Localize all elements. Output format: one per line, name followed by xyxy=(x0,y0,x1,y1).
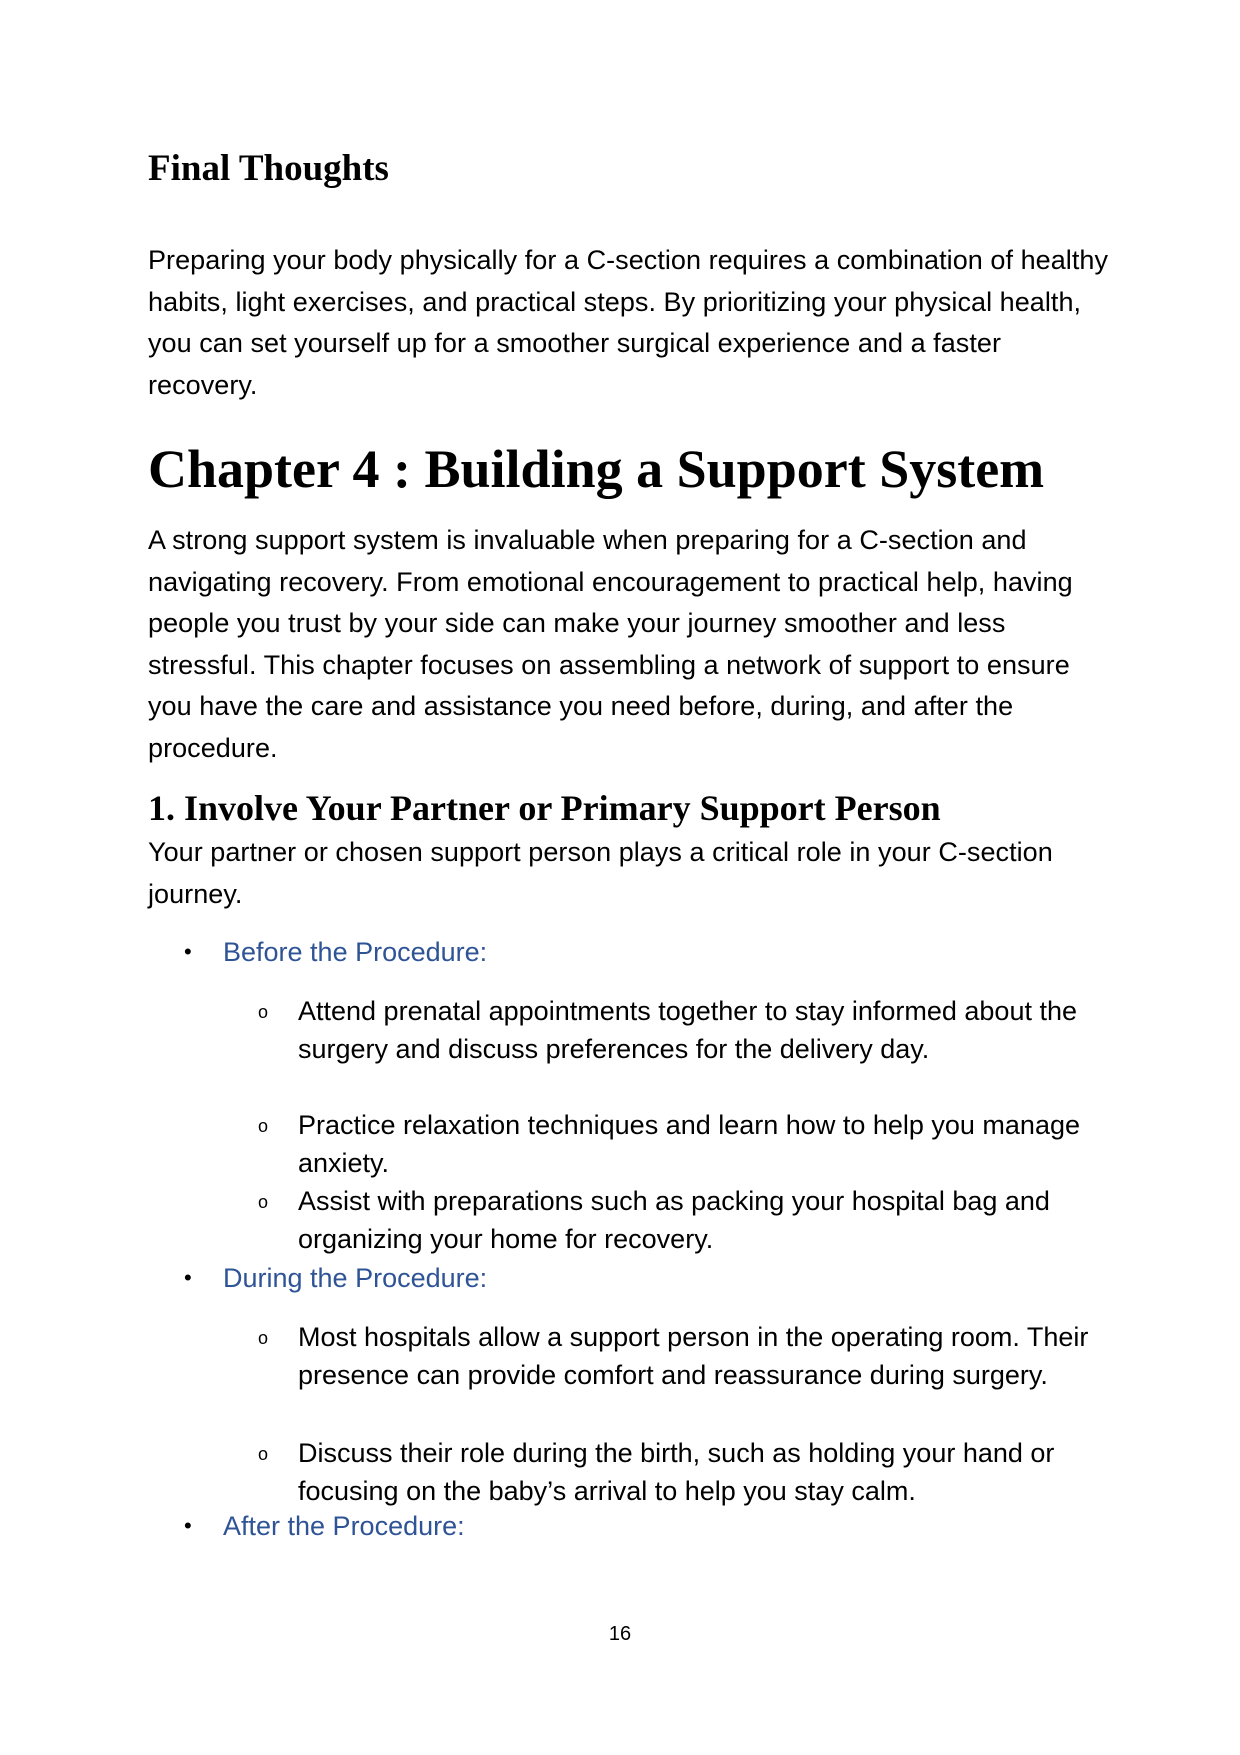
sub-list-text: Discuss their role during the birth, such as holding your hand or focusing on the baby’s arrival to help you stay calm. xyxy=(298,1438,1055,1506)
chapter-title: Chapter 4 : Building a Support System xyxy=(148,439,1045,499)
sub-list-text: Attend prenatal appointments together to stay informed about the surgery and discuss preferences for the delivery day. xyxy=(298,996,1078,1064)
final-thoughts-paragraph: Preparing your body physically for a C-section requires a combination of healthy habits, light exercises, and practical steps. By prioritizing your physical health, you can set yourself up for a smoother surgical experience and a faster recovery. xyxy=(148,245,1108,400)
page-number: 16 xyxy=(608,1623,632,1645)
sub-list-text: Most hospitals allow a support person in the operating room. Their presence can provide comfort and reassurance during surgery. xyxy=(298,1322,1089,1390)
hollow-circle-icon: o xyxy=(258,1328,269,1348)
sub-list-text: Practice relaxation techniques and learn how to help you manage anxiety. xyxy=(298,1110,1080,1178)
hollow-circle-icon: o xyxy=(258,1192,269,1212)
bullet-label: During the Procedure: xyxy=(223,1263,488,1293)
bullet-label: Before the Procedure: xyxy=(223,937,488,967)
bullet-label: After the Procedure: xyxy=(223,1511,465,1541)
bullet-dot-icon: • xyxy=(184,939,192,964)
hollow-circle-icon: o xyxy=(258,1116,269,1136)
hollow-circle-icon: o xyxy=(258,1002,269,1022)
section-intro-paragraph: Your partner or chosen support person plays a critical role in your C-section journey. xyxy=(148,837,1053,909)
section-heading: 1. Involve Your Partner or Primary Support Person xyxy=(148,788,941,828)
bullet-dot-icon: • xyxy=(184,1513,192,1538)
bullet-dot-icon: • xyxy=(184,1265,192,1290)
hollow-circle-icon: o xyxy=(258,1444,269,1464)
final-thoughts-heading: Final Thoughts xyxy=(148,148,389,189)
chapter-intro-paragraph: A strong support system is invaluable when preparing for a C-section and navigating recovery. From emotional encouragement to practical help, having people you trust by your side can make your journey smoother and less stressful. This chapter focuses on assembling a network of support to ensure you have the care and assistance you need before, during, and after the procedure. xyxy=(148,525,1073,763)
sub-list-text: Assist with preparations such as packing your hospital bag and organizing your home for recovery. xyxy=(298,1186,1050,1254)
